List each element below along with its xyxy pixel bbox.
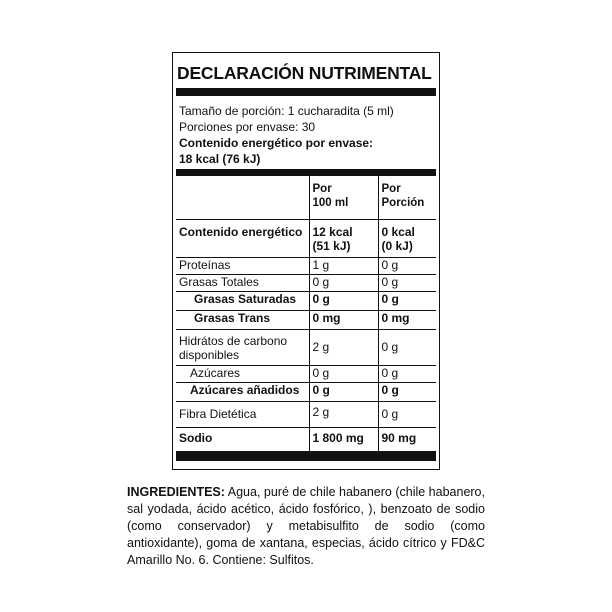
thick-divider [176, 451, 436, 461]
value-per-100ml: 2 g [309, 330, 378, 366]
energy-per-container-value: 18 kcal (76 kJ) [179, 152, 261, 166]
nutrient-label: Azúcares añadidos [176, 383, 309, 402]
value-per-100ml: 0 g [309, 366, 378, 383]
value-per-serving: 90 mg [378, 428, 436, 454]
table-row [176, 383, 436, 402]
value-per-100ml: 0 g [309, 383, 378, 402]
nutrient-label: Fibra Dietética [176, 402, 309, 428]
value-per-serving: 0 kcal (0 kJ) [378, 220, 436, 258]
value-per-100ml: 0 mg [309, 311, 378, 330]
per-serving-header: Por Porción [378, 176, 436, 220]
nutrient-label: Hidrátos de carbono disponibles [176, 330, 309, 366]
nutrient-label: Grasas Trans [176, 311, 309, 330]
per-100ml-header: Por 100 ml [309, 176, 378, 220]
ingredients-label: INGREDIENTES: [127, 485, 225, 499]
value-per-serving: 0 g [378, 292, 436, 311]
value-per-100ml: 12 kcal (51 kJ) [309, 220, 378, 258]
value-per-serving: 0 g [378, 275, 436, 292]
table-row [176, 330, 436, 366]
nutrient-label: Grasas Totales [176, 275, 309, 292]
value-per-100ml: 1 g [309, 258, 378, 275]
value-per-serving: 0 g [378, 366, 436, 383]
table-row [176, 366, 436, 383]
value-per-serving: 0 g [378, 330, 436, 366]
value-per-100ml: 0 g [309, 275, 378, 292]
nutrient-label: Proteínas [176, 258, 309, 275]
nutrient-header [176, 176, 309, 220]
thick-divider [176, 88, 436, 96]
nutrition-facts-panel [172, 52, 440, 470]
value-per-serving: 0 g [378, 402, 436, 428]
nutrition-table [176, 175, 436, 454]
value-per-100ml: 1 800 mg [309, 428, 378, 454]
nutrient-label: Grasas Saturadas [176, 292, 309, 311]
ingredients-text: Agua, puré de chile habanero (chile habanero, sal yodada, ácido acético, ácido fosfórico, ), benzoato de sodio (como conservador) y metabisulfito de sodio (como antioxidante), goma de xantana, especias, ácido cítrico y FD&C Amarillo No. 6. Contiene: Sulfitos. [127, 485, 485, 567]
table-header-row [176, 176, 436, 220]
table-row [176, 275, 436, 292]
ingredients-block [127, 484, 485, 569]
energy-per-container-label: Contenido energético por envase: [179, 136, 374, 150]
nutrient-label: Sodio [176, 428, 309, 454]
table-row [176, 428, 436, 454]
portions-per-container: Porciones por envase: 30 [179, 120, 316, 134]
table-row [176, 311, 436, 330]
table-row [176, 258, 436, 275]
value-per-100ml: 2 g [309, 402, 378, 428]
value-per-serving: 0 g [378, 258, 436, 275]
serving-size: Tamaño de porción: 1 cucharadita (5 ml) [179, 104, 394, 118]
value-per-serving: 0 g [378, 383, 436, 402]
table-row [176, 220, 436, 258]
value-per-100ml: 0 g [309, 292, 378, 311]
nutrient-label: Contenido energético [176, 220, 309, 258]
panel-title: DECLARACIÓN NUTRIMENTAL [177, 63, 432, 83]
table-row [176, 292, 436, 311]
value-per-serving: 0 mg [378, 311, 436, 330]
table-row [176, 402, 436, 428]
nutrient-label: Azúcares [176, 366, 309, 383]
